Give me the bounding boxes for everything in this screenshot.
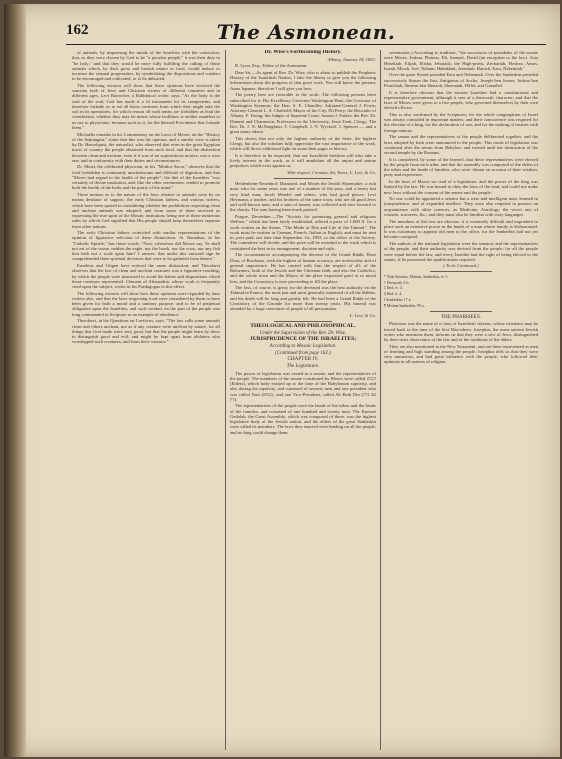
pharisees-heading: THE PHARISEES. [440,313,482,320]
footnote: § Ibid. ii. 4. [384,292,403,297]
masthead-title: The Asmonean. [216,20,396,44]
footnote: ¶ Mishna Sanhedrin, 99 a. [384,304,425,309]
chapter-number: CHAPTER IV. [287,356,319,363]
column-1 [72,50,220,750]
paragraph: Prague, December.—The "Society for promoting general and religious Welfare," which has been lately established, offered a prize of 1,000 fl. for a work written on the theme, "The Mode of Rite and Life of the Talmud." The work must be written in German, French, Italian or English, and must be sent in, post paid, not later than September 1st, 1853, to the office of the Society. The committee will decide, and the prize will be awarded to the work which is considered the best in its arrangement, doctrine and style. [230,214,376,251]
paragraph: It is considered, by some of the learned, that these representatives were elected by the people from each tribe; and that the assembly was composed of the elders of the tribes and the heads of families, who were chosen on account of their wisdom, piety and experience. [384,156,538,178]
chapter-title: The Legislature. [286,363,320,369]
paragraph: Dear Sir,—As agent of Rev. Dr. Wise, who is about to publish the Prophetic History of the Israelitish Nation, I take the liberty to give you the following information about the progress of that great work. You will know the present, Anno Ispanae, therefore I will give you how. [230,69,376,91]
paragraph: Michaelis remarks in his Commentary on the Laws of Moses, on the "History of the Septuagint," states that this was the opinion; and a similar view is taken by Dr. Hasselquist, the naturalist, who observed that even in the great Egyptian tracts of country the people abstained from such food, and that the distinction between clean and unclean, even if it was of no superstitious motive, was a wise one, and in conformity with their duties and circumstances. [72,131,220,163]
paragraph: It is therefore obvious that the ancient Israelites had a constitutional and representative government, although it was of a theocratic character; and that the laws of Moses were given to a free people, who governed themselves by their own elected officers. [384,89,538,111]
paragraph: Heidenheim-Neuenhof: Diamond, and Moses the Jewish Shoemaker; a rich man, who for some years was one of a number of the poor, and a heavy but very kind man; Jacob Mendel and others, who had good places; Levi Heymann, a teacher, and his brothers of the same town, who are all good Jews and well-known men; and a sum of money was collected and sent forward to the charity. The sum having been much praised. [230,181,376,213]
paragraph: The following extracts will show how these opinions were regarded by later writers also, and that the laws respecting food were considered by them to have been given for both a moral and a sanitary purpose, and to be of perpetual obligation upon the Israelites; and such conduct on the part of the people was long commended in Scripture as an example of obedience. [72,290,220,317]
continued-note: ( To be Continued.) [443,263,479,269]
paragraph: The senate and the representatives of the people deliberated together, and the laws adopted by both were announced to the people. This mode of legislation was continued after the return from Babylon, and existed until the destruction of the second temple by the Romans. [384,134,538,156]
divider [274,321,332,322]
footnote: ‡ Ibid. iv. 3. [384,286,403,291]
article-continuation: (Continued from page 162.) [275,350,331,356]
paragraph: Dr. Mead, the celebrated physician, in his "Medica Sacra," observes that the food forbidden is commonly unwholesome and difficult of digestion, and that "Moses had regard to the health of the people"; the diet of the Israelites "was certainly of divine institution, and, like the other ceremonies, tended to promote both the health of the body and the purity of the mind." [72,164,220,191]
footnote: * Yide Soterim; Mishna, Sanhedrin, iv. 5. [384,274,449,279]
column-3 [384,50,538,750]
divider [430,271,492,272]
letter-heading: Dr. Wise's Forthcoming History. [264,50,342,55]
paragraph: The members of this law are obvious: it is extremely difficult and imprudent to place such an extensive power in the hands of a man whose family is dishonoured. It was customary to appoint old men to the office, for the Sanhedrin had not yet become corrupted. [384,218,538,240]
paragraph: of animals, by impressing the minds of the Israelites with the conviction, that, as they were chosen by God to be "a peculiar people," it was their duty to "be holy;" and that they would be more fully fulfilling the calling of those animals which, by their gross and brutish nature or food, would induce or increase the sensual propensities, by symbolizing the dispositions and conduct to be encouraged and cultivated, or to be abhorred. [72,50,220,82]
letter-signature: With respect, I remain, Sir, Yours, L. Levi, & Co. [287,169,376,175]
section-heading: THEOLOGICAL AND PHILOSOPHICAL. [250,323,356,330]
paragraph: In the laws of Moses we read of a legislature, and the power of the king was limited by the law. He was bound to obey the laws of the land, and could not make new laws without the consent of the senate and the people. [384,179,538,195]
newspaper-page [4,4,560,757]
article-subtitle: According to Mosaic Legislation. [269,343,337,349]
paragraph: Pharisees was the name of a class of Israelitish citizens, whose existence may be traced back to the time of the first Maccabees. Josephus, the most ancient Jewish writer who mentions them, informs us that they were a sect of Jews, distinguished by their strict observance of the law and of the traditions of the elders. [384,321,538,342]
letter-dateline: Albany, January 18, 1853. [327,56,376,62]
column-rule-1 [225,50,226,750]
paragraph: These notions as to the nature of the laws relative to animals were by no means destitute of support, the early Christian fathers, and various writers, which have been quoted in considering whether the prohibition respecting clean and unclean animals was adopted, and from some of them received as expressing the true spirit of the Mosaic institution, being one of those numerous rules by which God signified that His people should keep themselves separate from other nations. [72,192,220,229]
paragraph: The circumstances accompanying the decease of the Grand Rabbi, Rose Dina, of Bordeaux, with the highest of human accuracy, are noteworthy and of general importance. He has carried with him the respect of all; of the Reformers, both of the Jewish and the Christian faith, and also the Catholics; and the whole town and the Mayor of the place expressed grief at so much loss, and the Consistory is now proceeding to fill the place. [230,252,376,284]
page-header [66,22,546,45]
book-binding [4,4,26,757]
paragraph: ceremonies.) According to tradition, "the successors of presidents of the senate were Moses, Joshua, Phineas, Eli, Samuel, David (an exception to the law). Asia Hezekiah, Elijah, Elisha, Jehoiada, the High-priest, Zechariah, Hoshea, Amos, Isaiah, Micah, Joel, Nahum, Habakkuk, Jeremiah, Baruch, Ezra, Nehemiah." [384,50,538,71]
paragraph: R. Lyon, Esq., Editor of the Asmonean. [235,63,308,69]
column-rule-2 [380,50,381,750]
section-subheading: Under the Supervision of the Rev. Dr. Wise. [259,330,347,336]
paragraph: This is also confirmed by the Scriptures; for the whole congregation of Israel was always consulted in important matters, and their concurrence was required for the election of a king, for the declaration of war, and for the making of treaties with foreign nations. [384,111,538,133]
paragraph: Eusebius and Origen have noticed the same distinction; and Theodoret observes that the law of clean and unclean creatures was a figurative teaching, by which the people were instructed to avoid the habits and dispositions which those creatures represented. Clement of Alexandria, whose work is frequently cited upon the subject, writes in his Paedagogus to this effect. [72,263,220,290]
paragraph: No one could be appointed a senator but a wise and intelligent man, learned in jurisprudence, and of expanded intellect. They were also required to possess an acquaintance with other sciences, as Medicine, Astrology, the secret arts of wizards, sorcerers, &c.; and they must also be familiar with sixty languages. [384,196,538,217]
paragraph: The authors of the national legislation were the senators and the representatives of the people, and their authority was derived from the people; for all the people were equal before the law, and every Israelite had the right of being elected to the senate, if he possessed the qualifications required. [384,241,538,262]
news-signature: L. Levi, & Co. [349,312,376,318]
paragraph: The loss, of course, is great; for the deceased was the best authority on the Talmud in France, the most just and most generally esteemed of all the Rabbis, and his death will be long and greatly felt. He had been a Grand Rabbi of the Consistory of the Gironde for more than twenty years. His funeral was attended by a large concourse of people of all persuasions. [230,285,376,312]
paragraph: The poetry here are favorable to the work. The following persons have subscribed for it: His Excellency Governor Washington Hunt; the Governor of Washington Seymour; the Hon. S. E. Chandler; Adjutant-General J. Ferris; Attorney-General L. S. Chatfield; Mayor of the City, Eli Perry; the Recorder of Albany, F. Young; the Judges of Supreme Court, Amasa J. Parker; the Rev. Dr. Dimmit and Channavin; Professors in the University, Jesse Teatt, Clergy, The Rev. Dr. J. N. McNaughton, T. Campbell, J. N. Wyckoff, J. Spencer — and a great many others. [230,92,376,135]
paragraph: The power of legislation was vested in a senate, and the representatives of the people. The members of the senate constituted by Moses were called זקנים (Elders), which body existed up to the time of the Babylonian captivity, and also during the captivity, and consisted of seventy men and one president who was called Nasi (נשיא), and one Vice-President, called Ab Beth Din (אב בית דין). [230,370,376,402]
article-title: JURISPRUDENCE OF THE ISRAELITES; [249,336,357,343]
paragraph: It is therefore to be expected, that our Israelitish brethren will also take a lively interest in the work, as it will annihilate all the unjust and untrue prejudices which exist against us. [230,152,376,169]
paragraph: The early Christian fathers coincided with similar representations of the opinion of figurative selection of these distinctions. St. Barnabas, in his "Catholic Epistle," has these words: "Now, wherefore did Moses say, Ye shall not eat of the swine, neither the eagle, nor the hawk, nor the crow, nor any fish that hath not a scale upon him? I answer, that under this outward sign he comprehended three spiritual doctrines that were to be gathered from thence." [72,230,220,262]
page-number: 162 [66,22,89,38]
divider [274,178,332,179]
divider [430,311,492,312]
column-2 [230,50,376,750]
paragraph: This shows that not only the highest authority of the State, the highest Clergy, but also the scholars fully appreciate the vast importance of the work, which will throw additional light on some dark pages in history. [230,135,376,152]
paragraph: The representatives of the people were the heads of the tribes and the heads of the families, and consisted of one hundred and twenty men. The Knesset Gedolah, the Great Assembly, which was composed of these, was the highest legislative body of the Jewish nation, and the elders of the great Sanhedrin were called its members. The laws they enacted were binding on all the people, and no king could change them. [230,403,376,435]
footnote: † Horayoth, 5 b. [384,280,410,285]
paragraph: Over the great Synod presided Ezra and Nehemiah. Over the Sanhedrin presided successively Simon the Just, Antigonus of Socho, Joseph ben Joezer, Joshua ben Perachiah, Simeon ben Shetach, Shemaiah, Hillel, and Gamaliel. [384,72,538,88]
footnote: ‖ Sanhedrin, 17 a. [384,298,412,303]
paragraph: Theodoret, in his Questions on Leviticus, says: "The law calls some animals clean and others unclean, not as if any creature were unclean by nature, for all things that God made were very good, but that the people might learn by these to distinguish good and evil, and might be kept apart from idolaters who worshipped such creatures, and from their customs." [72,318,220,345]
paragraph: They are also mentioned in the New Testament, and are there represented as men of learning and high standing among the people. Josephus tells us that they were very numerous, and had great influence with the people, who followed their opinions in all matters of religion. [384,343,538,365]
paragraph: The following extracts will show that these opinions have received the sanction both of Jews and Christian writers of different countries and in different ages. Levi Barrocher, a Rabbinical writer, says, "As the body is the soul of the soul, God has made it a fit instrument for its components, and therefore forbade us to eat all those creatures from which they might take the soil in its operations; for which reason all such meats are forbidden as lead the constitution, whether they may be meats whose bodilines is neither manifest to us nor to physicians, because such as it, for the blessed Providence that forbade them." [72,82,220,130]
